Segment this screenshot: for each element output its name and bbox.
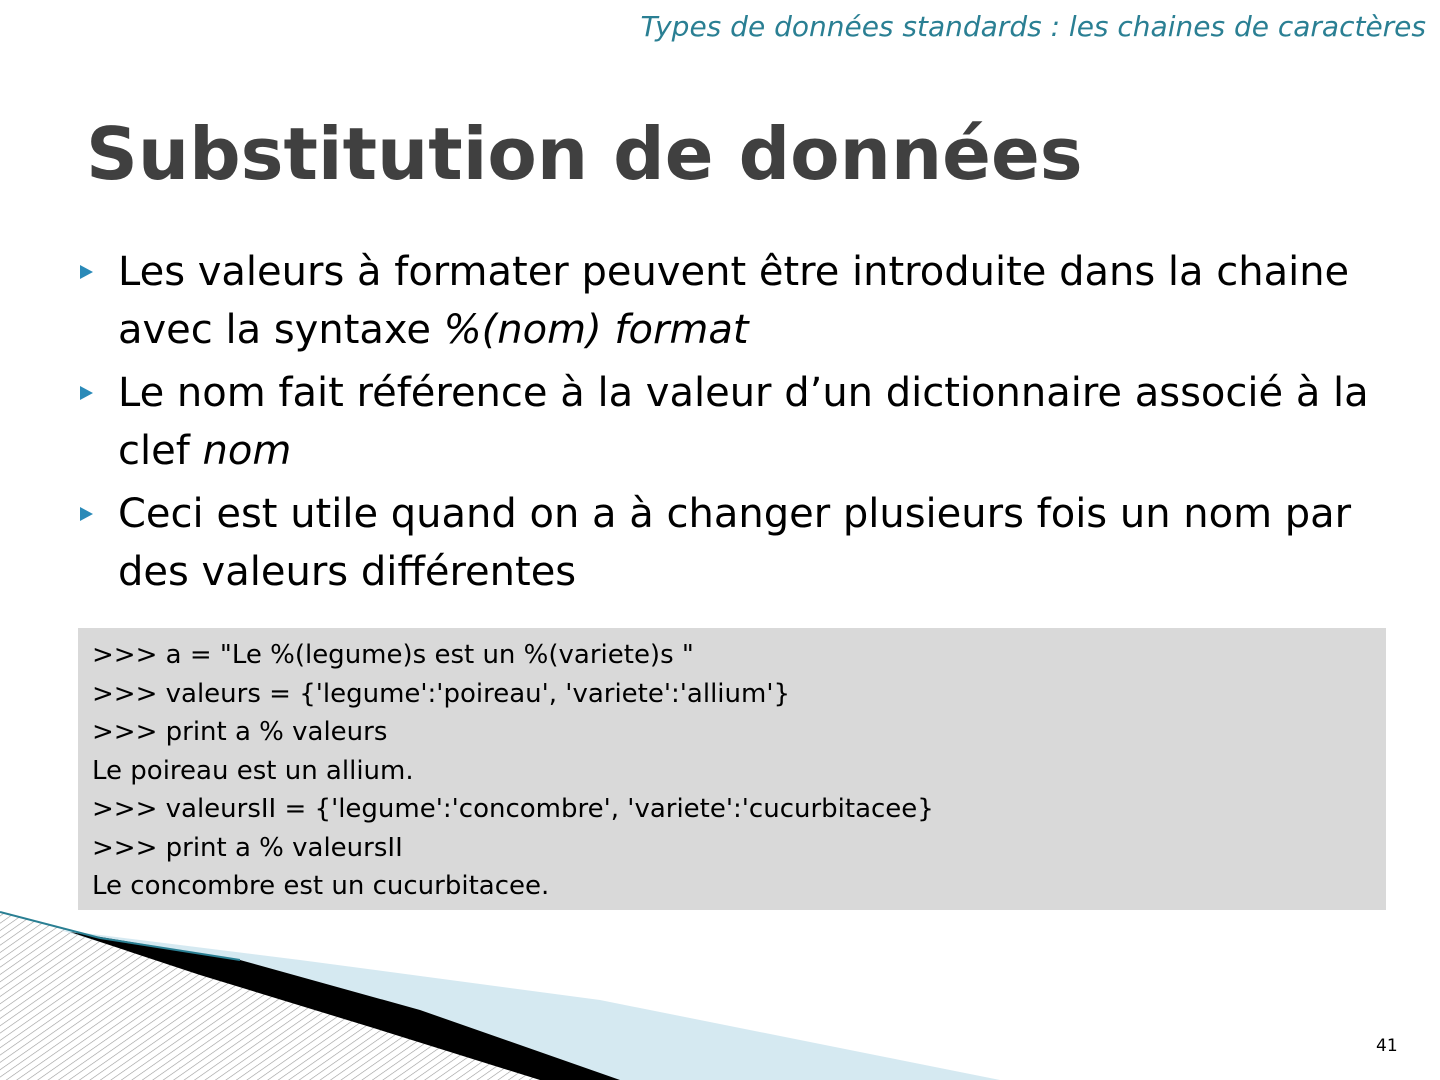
slide-header-subtitle: Types de données standards : les chaines de caractères [640, 10, 1426, 43]
bullet-emphasis: %(nom) format [443, 307, 749, 353]
bullet-item [76, 485, 1396, 601]
code-output-line: Le poireau est un allium. [92, 755, 414, 786]
bullet-arrow-icon [80, 507, 93, 521]
code-line: >>> a = "Le %(legume)s est un %(variete)s " [92, 640, 694, 670]
bullet-list [76, 243, 1396, 606]
slide-title: Substitution de données [86, 112, 1083, 196]
bullet-text: Ceci est utile quand on a à changer plusieurs fois un nom par des valeurs différentes [118, 491, 1352, 595]
code-example-block [78, 628, 1386, 910]
bullet-arrow-icon [80, 265, 93, 279]
code-output-line: Le concombre est un cucurbitacee. [92, 871, 550, 901]
bullet-emphasis: nom [202, 428, 292, 474]
bullet-arrow-icon [80, 386, 93, 400]
bullet-item [76, 243, 1396, 359]
bullet-item [76, 364, 1396, 480]
bullet-text: Le nom fait référence à la valeur d’un dictionnaire associé à la clef [118, 370, 1369, 474]
bullet-text: Les valeurs à formater peuvent être introduite dans la chaine avec la syntaxe [118, 249, 1350, 353]
page-number: 41 [1376, 1036, 1398, 1056]
code-line: >>> print a % valeurs [92, 717, 388, 747]
code-line: >>> print a % valeursII [92, 832, 403, 863]
code-line: >>> valeurs = {'legume':'poireau', 'variete':'allium'} [92, 678, 791, 709]
code-line: >>> valeursII = {'legume':'concombre', 'variete':'cucurbitacee} [92, 794, 934, 824]
